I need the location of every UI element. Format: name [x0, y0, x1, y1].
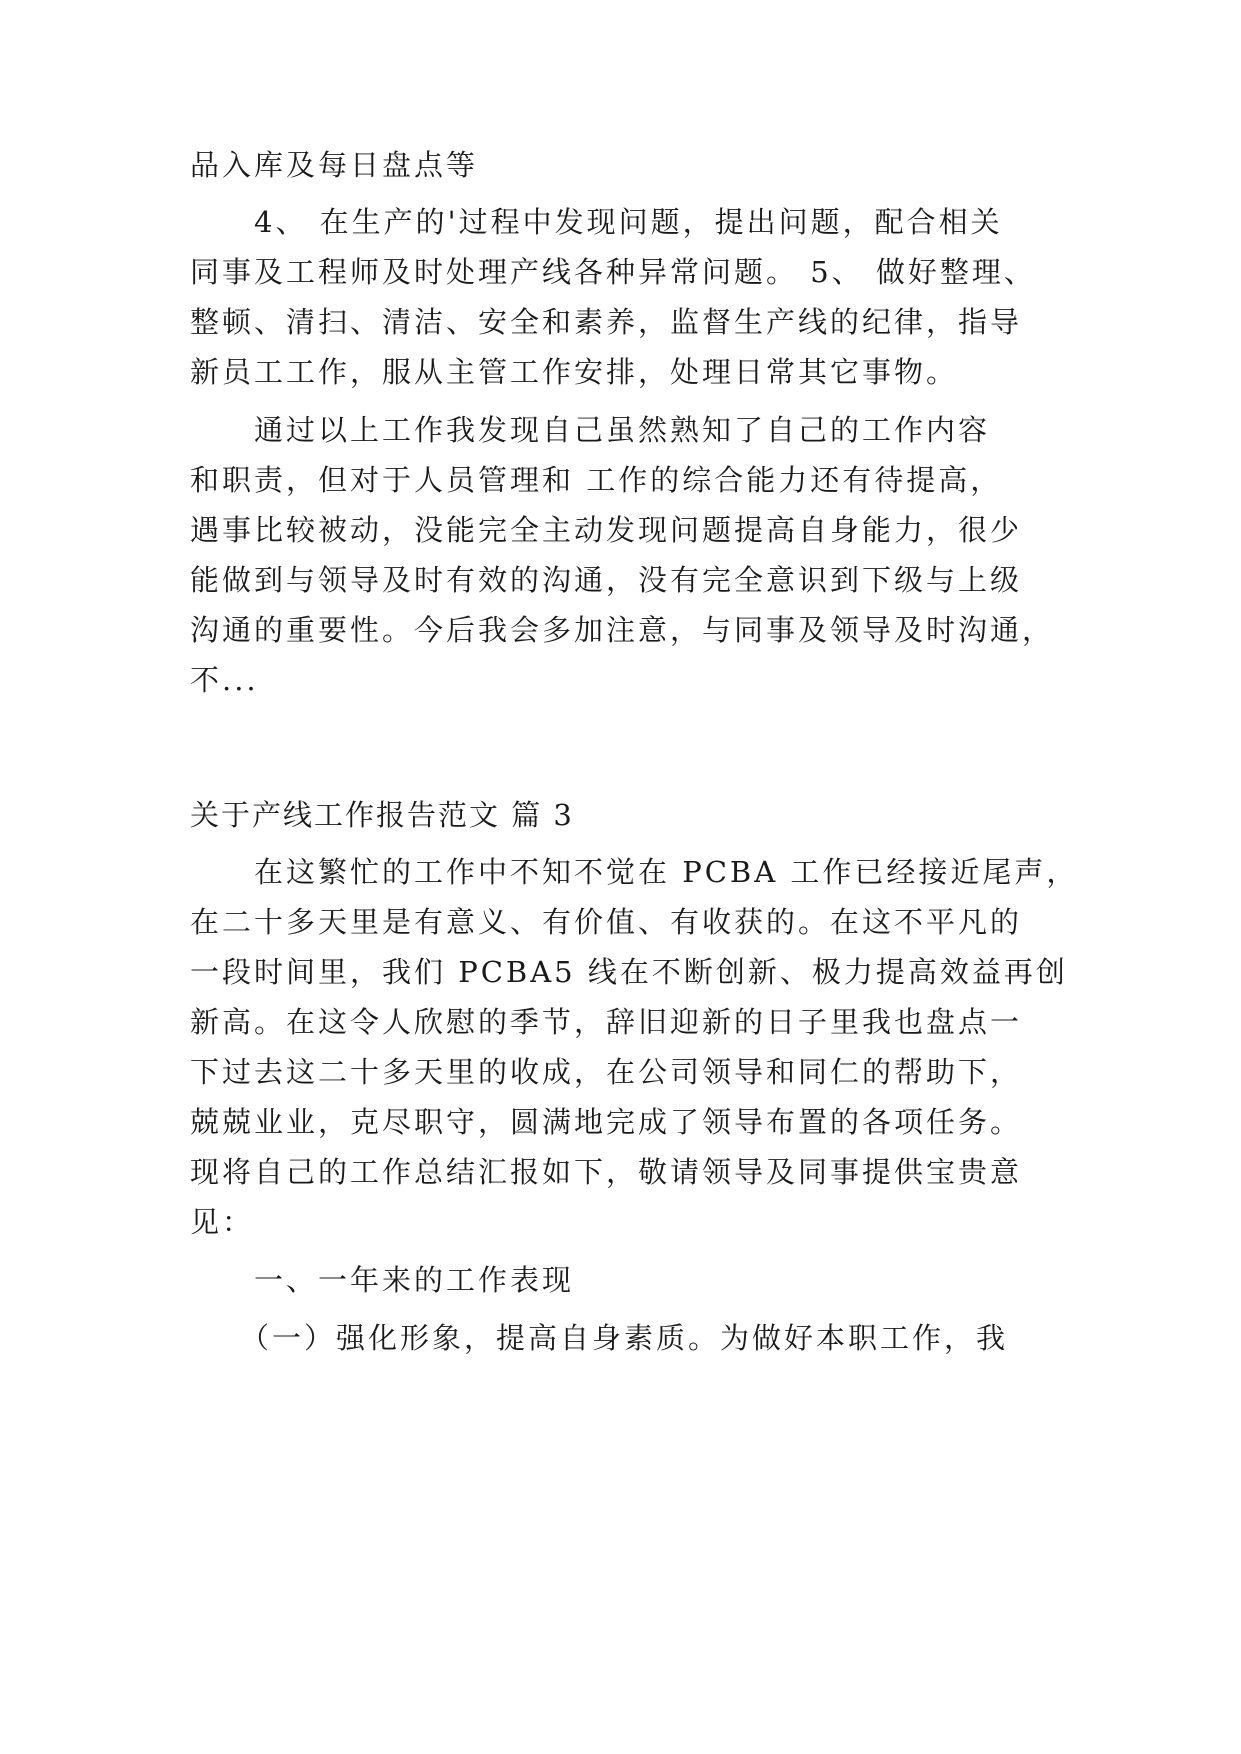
paragraph-line: 遇事比较被动，没能完全主动发现问题提高自身能力，很少: [190, 513, 1023, 547]
paragraph-line: 品入库及每日盘点等: [190, 148, 479, 182]
paragraph-line: 新高。在这令人欣慰的季节，辞旧迎新的日子里我也盘点一: [190, 1005, 1023, 1039]
subheading: 一、一年来的工作表现: [254, 1263, 575, 1297]
paragraph-line: 通过以上工作我发现自己虽然熟知了自己的工作内容: [254, 413, 991, 447]
paragraph-line: 不...: [190, 663, 259, 697]
paragraph-line: 现将自己的工作总结汇报如下，敬请领导及同事提供宝贵意: [190, 1155, 1023, 1189]
paragraph-line: 整顿、清扫、清洁、安全和素养，监督生产线的纪律，指导: [190, 305, 1023, 339]
paragraph-line: 新员工工作，服从主管工作安排，处理日常其它事物。: [190, 355, 959, 389]
paragraph-line: （一）强化形象，提高自身素质。为做好本职工作，我: [240, 1321, 1009, 1355]
paragraph-line: 兢兢业业，克尽职守，圆满地完成了领导布置的各项任务。: [190, 1105, 1023, 1139]
paragraph-line: 4、 在生产的'过程中发现问题，提出问题，配合相关: [254, 205, 1003, 239]
paragraph-line: 下过去这二十多天里的收成，在公司领导和同仁的帮助下，: [190, 1055, 1023, 1089]
paragraph-line: 在这繁忙的工作中不知不觉在 PCBA 工作已经接近尾声，: [254, 855, 1079, 889]
paragraph-line: 见：: [190, 1205, 255, 1239]
paragraph-line: 同事及工程师及时处理产线各种异常问题。 5、 做好整理、: [190, 255, 1036, 289]
paragraph-line: 一段时间里，我们 PCBA5 线在不断创新、极力提高效益再创: [190, 955, 1068, 989]
paragraph-line: 沟通的重要性。今后我会多加注意，与同事及领导及时沟通，: [190, 613, 1055, 647]
section-title: 关于产线工作报告范文 篇 3: [190, 798, 574, 832]
paragraph-line: 和职责，但对于人员管理和 工作的综合能力还有待提高，: [190, 463, 1003, 497]
paragraph-line: 能做到与领导及时有效的沟通，没有完全意识到下级与上级: [190, 563, 1023, 597]
paragraph-line: 在二十多天里是有意义、有价值、有收获的。在这不平凡的: [190, 905, 1023, 939]
